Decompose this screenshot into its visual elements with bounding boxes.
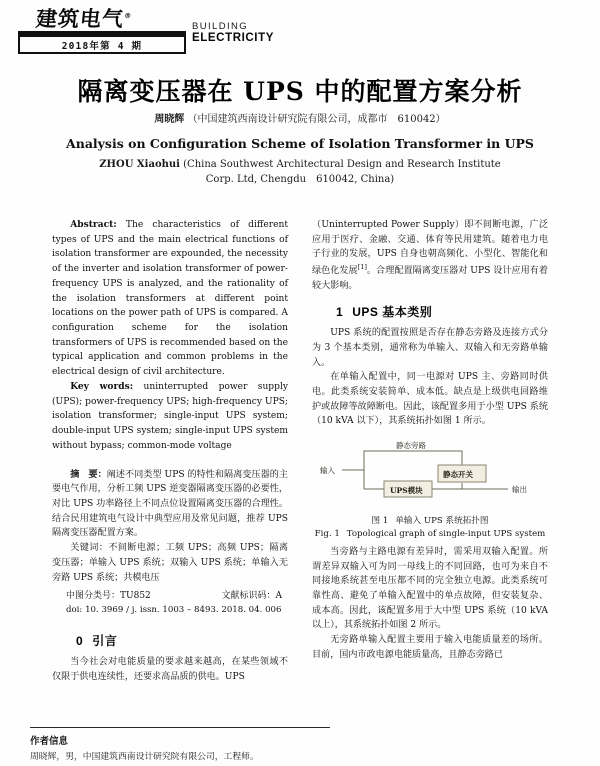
footer-divider xyxy=(30,727,330,728)
figure-1-caption-en xyxy=(312,528,548,541)
figure-1-caption-cn xyxy=(312,515,548,528)
journal-logo-cn: 建筑电气® xyxy=(34,6,133,31)
svg-text:静态开关: 静态开关 xyxy=(443,470,473,480)
figure-1-number-cn: 图 1 xyxy=(371,516,389,527)
section-1-paragraph-1: UPS 系统的配置按照是否存在静态旁路及连接方式分为 3 个基本类别，通常称为单输入、双输入和无旁路单输入。 xyxy=(312,328,548,368)
clc-number: 中图分类号：TU852 xyxy=(66,591,151,602)
journal-logo-en xyxy=(192,22,274,44)
author-affiliation-en-line1: (China Southwest Architectural Design and Research Institute xyxy=(183,159,501,170)
section-1-paragraph-3: 当旁路与主路电源有差异时，需采用双输入配置。所谓差异双输入可为同一母线上的不同回路，也可为来自不同接地系统甚至电压都不同的完全独立电源。此类系统可靠性高、避免了单输入配置中的单点故障，但安装复杂、成本高。因此，该配置多用于大中型 UPS 系统（10 kVA 以上），其系统拓扑如图 2 所示。 xyxy=(312,546,548,631)
registered-mark-icon: ® xyxy=(123,11,133,20)
journal-logo-en-line1: BUILDING xyxy=(192,21,249,32)
figure-1-text-en: Topological graph of single-input UPS system xyxy=(346,528,546,539)
section-0-number: 0 xyxy=(76,633,84,648)
figure-1-number-en: Fig. 1 xyxy=(314,528,340,539)
author-name-en: ZHOU Xiaohui xyxy=(99,159,180,170)
author-info-footer xyxy=(30,727,330,762)
keywords-cn xyxy=(52,541,288,585)
section-0-paragraph-1-continued: （Uninterrupted Power Supply）即不间断电源，广泛应用于医疗、金融、交通、体育等民用建筑。随着电力电子行业的发展，UPS 自身也朝高频化、小型化、智能化和绿色化发展[1]。合理配置隔离变压器对 UPS 设计应用有着较大影响。 xyxy=(312,220,548,291)
column-left xyxy=(52,218,288,685)
section-1-title: UPS 基本类别 xyxy=(352,304,433,319)
svg-text:输入: 输入 xyxy=(320,466,335,476)
svg-text:输出: 输出 xyxy=(512,485,527,495)
journal-logo-en-line2: ELECTRICITY xyxy=(192,31,274,44)
section-heading-0 xyxy=(52,632,288,651)
figure-1 xyxy=(312,439,548,541)
figure-1-text-cn: 单输入 UPS 系统拓扑图 xyxy=(395,516,489,527)
author-affiliation-en-line2: Corp. Ltd, Chengdu 610042, China) xyxy=(205,174,395,185)
section-heading-1 xyxy=(312,303,548,322)
svg-text:UPS模块: UPS模块 xyxy=(390,486,423,496)
doi-label: doi: xyxy=(66,604,83,615)
abstract-en-text: The characteristics of different types of UPS and the main electrical functions of isolation transformer are expounded, the necessity of the inverter and isolation transformer of power-frequency UPS is analyzed, and the rationality of the isolation transformers at different point locations on the power path of UPS is compared. A configuration scheme for the isolation transformers of UPS is recommended based on the typical application and common problems in the electrical design of civil architecture. xyxy=(52,220,288,378)
author-name-cn: 周晓辉 xyxy=(154,114,185,125)
keywords-en xyxy=(52,380,288,454)
masthead xyxy=(18,8,278,54)
column-right xyxy=(312,218,548,663)
keywords-cn-text: 不间断电源；工频 UPS；高频 UPS；隔离变压器；单输入 UPS 系统；双输入 UPS 系统；单输入无旁路 UPS 系统；共模电压 xyxy=(52,543,288,583)
keywords-en-text: uninterrupted power supply (UPS); power-frequency UPS; high-frequency UPS; isolation transformer; single-input UPS system; double-input UPS system; single-input UPS system without bypass; common-mode voltage xyxy=(52,381,288,451)
classification-line xyxy=(52,589,288,604)
article-authors-en xyxy=(0,157,600,187)
section-1-paragraph-4: 无旁路单输入配置主要用于输入电能质量差的场所。目前，国内市政电源电能质量高，且静态旁路已 xyxy=(312,635,548,660)
keywords-en-label: Key words: xyxy=(70,380,134,392)
footer-author-text: 周晓辉，男，中国建筑西南设计研究院有限公司，工程师。 xyxy=(30,752,259,762)
author-affiliation-cn: （中国建筑西南设计研究院有限公司，成都市 610042） xyxy=(187,114,446,125)
article-title-cn: 隔离变压器在 UPS 中的配置方案分析 xyxy=(77,77,523,106)
abstract-cn-text: 阐述不同类型 UPS 的特性和隔离变压器的主要电气作用，分析工频 UPS 逆变器隔离变压器的必要性，对比 UPS 功率路径上不同点位设置隔离变压器的合理性。结合民用建筑电气设计中典型应用及常见问题，推荐 UPS 隔离变压器配置方案。 xyxy=(52,469,288,539)
abstract-cn xyxy=(52,468,288,542)
abstract-cn-label: 摘 要： xyxy=(70,468,107,480)
footer-heading: 作者信息 xyxy=(30,736,69,747)
article-authors-cn xyxy=(0,110,600,125)
section-0-paragraph-1: 当今社会对电能质量的要求越来越高，在某些领域不仅限于供电连续性，还要求高品质的供电。UPS xyxy=(52,657,288,682)
figure-1-diagram xyxy=(312,439,548,513)
section-0-title: 引言 xyxy=(92,633,118,648)
abstract-en xyxy=(52,218,288,380)
section-1-paragraph-2: 在单输入配置中，同一电源对 UPS 主、旁路同时供电。此类系统安装简单、成本低。缺点是上级供电回路维护或故障等故障断电。因此，该配置多用于小型 UPS 系统（10 kVA 以下），其系统拓扑如图 1 所示。 xyxy=(312,372,548,427)
document-code: 文献标识码：A xyxy=(221,591,282,602)
citation-ref: [1] xyxy=(357,263,367,272)
doi-value: 10. 3969 / j. issn. 1003 – 8493. 2018. 04. 006 xyxy=(85,604,282,615)
doi-line xyxy=(52,604,288,618)
keywords-cn-label: 关键词： xyxy=(70,543,109,554)
abstract-en-label: Abstract: xyxy=(70,219,117,230)
journal-issue: 2018年第 4 期 xyxy=(18,37,186,54)
article-title-en: Analysis on Configuration Scheme of Isolation Transformer in UPS xyxy=(66,136,534,151)
svg-text:静态旁路: 静态旁路 xyxy=(396,441,426,451)
figure-1-caption xyxy=(312,515,548,541)
section-1-number: 1 xyxy=(336,304,344,319)
